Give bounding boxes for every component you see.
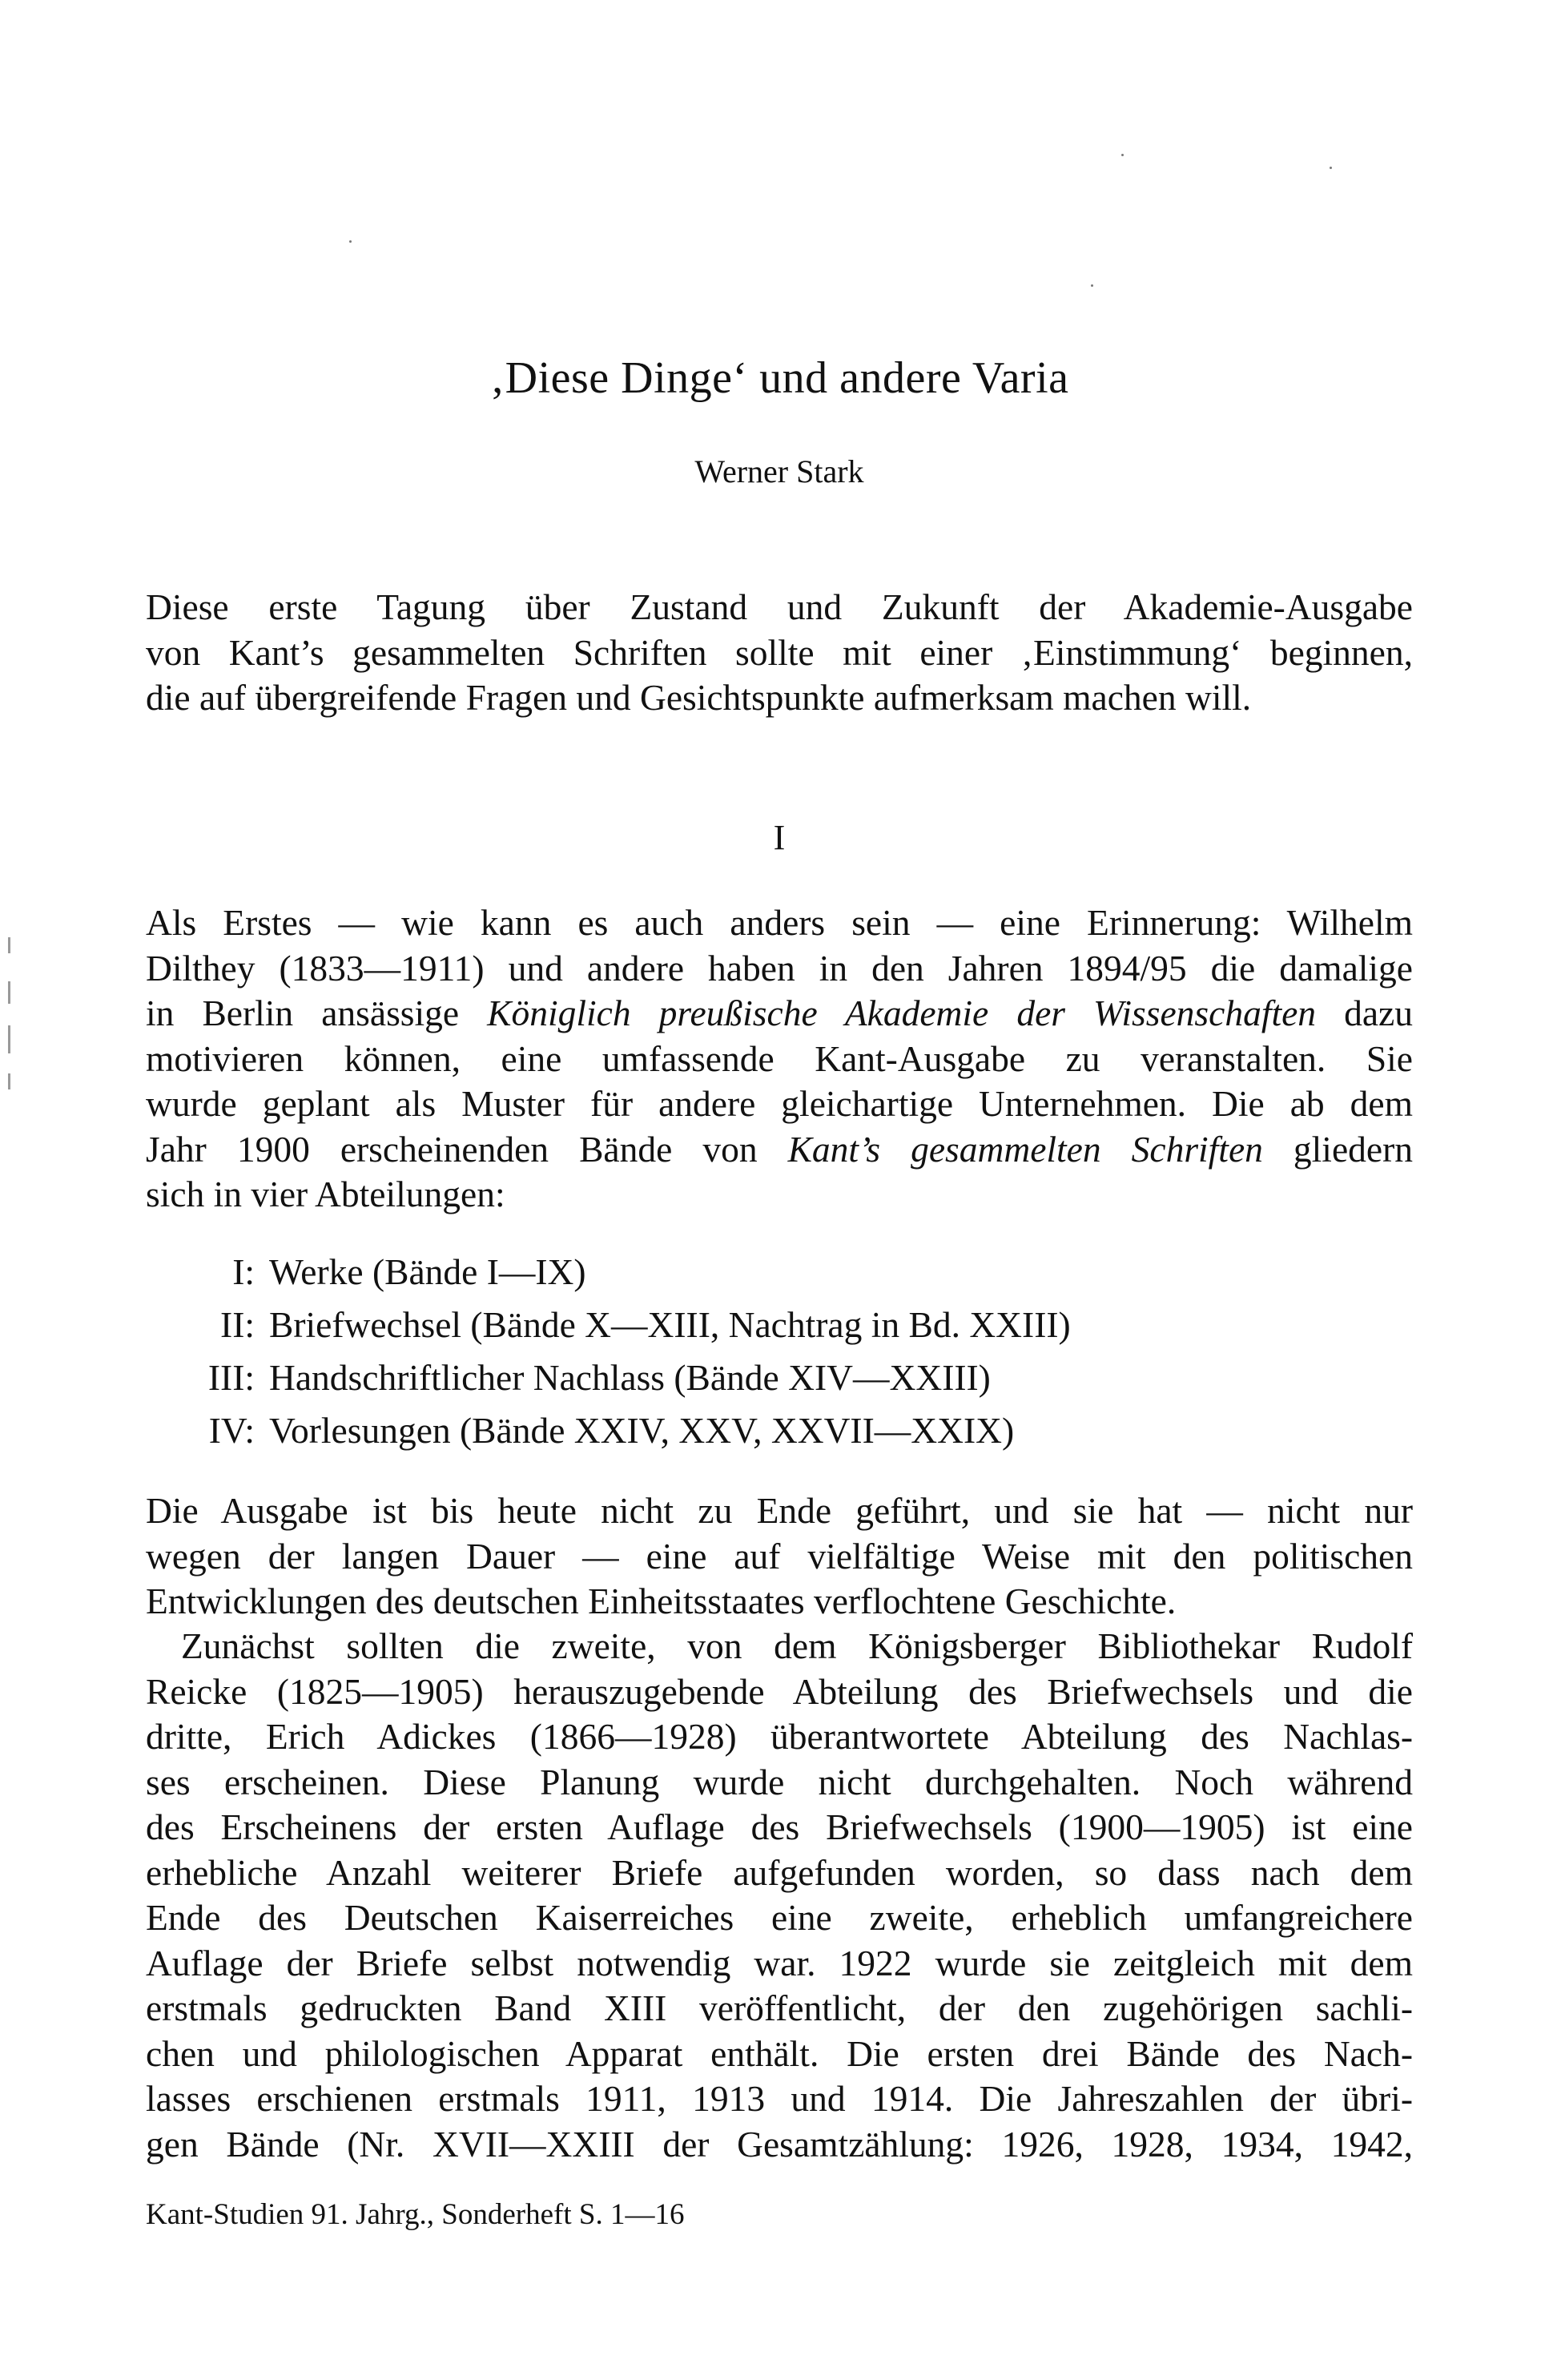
list-item-number: II:	[220, 1304, 255, 1345]
paragraph-3	[146, 1624, 1413, 2167]
list-item-text: Briefwechsel (Bände X—XIII, Nachtrag in Bd. XXIII)	[269, 1304, 1071, 1345]
document-page	[146, 0, 1413, 2380]
article-author: Werner Stark	[694, 453, 864, 489]
text-line: des Erscheinens der ersten Auflage des Briefwechsels (1900—1905) ist eine	[146, 1806, 1413, 1847]
text-line: erhebliche Anzahl weiterer Briefe aufgefunden worden, so dass nach dem	[146, 1851, 1413, 1893]
text-line	[146, 991, 1413, 1037]
text-segment: in Berlin ansässige	[146, 993, 488, 1033]
text-line: Reicke (1825—1905) herauszugebende Abteilung des Briefwechsels und die	[146, 1670, 1413, 1712]
list-item	[146, 1351, 1413, 1404]
text-line: Dilthey (1833—1911) und andere haben in den Jahren 1894/95 die damalige	[146, 947, 1413, 989]
text-line: motivieren können, eine umfassende Kant-Ausgabe zu veranstalten. Sie	[146, 1037, 1413, 1079]
text-line: wurde geplant als Muster für andere gleichartige Unternehmen. Die ab dem	[146, 1083, 1413, 1124]
text-line: gen Bände (Nr. XVII—XXIII der Gesamtzählung: 1926, 1928, 1934, 1942,	[146, 2123, 1413, 2165]
journal-footer: Kant-Studien 91. Jahrg., Sonderheft S. 1—16	[146, 2198, 685, 2231]
list-item-text: Werke (Bände I—IX)	[269, 1251, 586, 1292]
text-line	[146, 1127, 1413, 1173]
text-line: sich in vier Abteilungen:	[146, 1174, 505, 1214]
text-line: dritte, Erich Adickes (1866—1928) überantwortete Abteilung des Nachlas-	[146, 1716, 1413, 1757]
divisions-list	[146, 1246, 1413, 1457]
section-heading: I	[773, 818, 786, 857]
list-item-number: IV:	[208, 1410, 255, 1451]
list-item-text: Vorlesungen (Bände XXIV, XXV, XXVII—XXIX)	[269, 1410, 1015, 1451]
list-item-number: III:	[207, 1357, 255, 1398]
text-line: ses erscheinen. Diese Planung wurde nicht durchgehalten. Noch während	[146, 1761, 1413, 1802]
text-line: Entwicklungen des deutschen Einheitsstaates verflochtene Geschichte.	[146, 1581, 1177, 1621]
text-line: lasses erschienen erstmals 1911, 1913 und 1914. Die Jahreszahlen der übri-	[146, 2078, 1413, 2119]
text-line: Die Ausgabe ist bis heute nicht zu Ende geführt, und sie hat — nicht nur	[146, 1490, 1413, 1531]
academy-name-italic: Königlich preußische Akademie der Wissenschaften	[487, 993, 1317, 1033]
scan-margin-mark	[8, 937, 10, 953]
text-line: Diese erste Tagung über Zustand und Zukunft der Akademie-Ausgabe	[146, 586, 1413, 627]
list-item-text: Handschriftlicher Nachlass (Bände XIV—XXIII)	[269, 1357, 991, 1398]
list-item	[146, 1404, 1413, 1457]
paragraph-2	[146, 1488, 1413, 1625]
scan-margin-mark	[8, 1025, 10, 1053]
text-line: Auflage der Briefe selbst notwendig war. 1922 wurde sie zeitgleich mit dem	[146, 1942, 1413, 1983]
text-line: chen und philologischen Apparat enthält. Die ersten drei Bände des Nach-	[146, 2032, 1413, 2074]
list-item	[146, 1299, 1413, 1351]
text-segment: Jahr 1900 erscheinenden Bände von	[146, 1128, 788, 1170]
text-line: von Kant’s gesammelten Schriften sollte mit einer ‚Einstimmung‘ beginnen,	[146, 631, 1413, 673]
list-item	[146, 1246, 1413, 1299]
intro-paragraph	[146, 585, 1413, 721]
text-line: die auf übergreifende Fragen und Gesichtspunkte aufmerksam machen will.	[146, 677, 1252, 718]
work-title-italic: Kant’s gesammelten Schriften	[787, 1128, 1263, 1170]
text-line: Ende des Deutschen Kaiserreiches eine zweite, erheblich umfangreichere	[146, 1897, 1413, 1938]
text-segment: gliedern	[1262, 1128, 1413, 1170]
article-title: ‚Diese Dinge‘ und andere Varia	[489, 353, 1069, 403]
text-line: erstmals gedruckten Band XIII veröffentlicht, der den zugehörigen sachli-	[146, 1987, 1413, 2028]
text-line: Als Erstes — wie kann es auch anders sein — eine Erinnerung: Wilhelm	[146, 902, 1413, 943]
text-segment: dazu	[1316, 993, 1413, 1033]
scan-margin-mark	[8, 981, 10, 1004]
paragraph-1	[146, 900, 1413, 1218]
text-line: wegen der langen Dauer — eine auf vielfältige Weise mit den politischen	[146, 1535, 1413, 1577]
text-line: Zunächst sollten die zweite, von dem Königsberger Bibliothekar Rudolf	[181, 1625, 1413, 1666]
scan-margin-mark	[8, 1073, 10, 1089]
list-item-number: I:	[232, 1251, 255, 1292]
